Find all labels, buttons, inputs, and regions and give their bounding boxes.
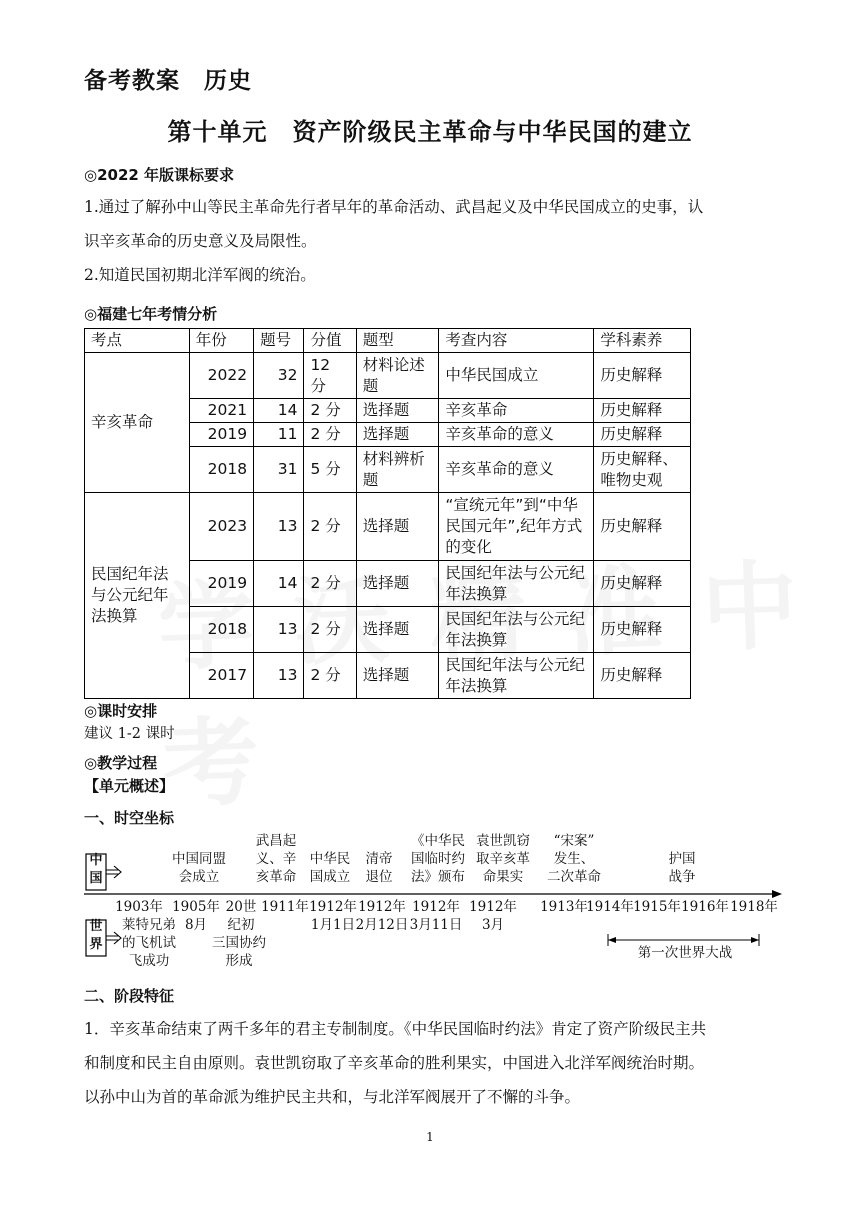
- timeline-year: 1912年 2月12日: [355, 899, 409, 933]
- china-event: 中华民 国成立: [309, 851, 351, 885]
- topic-cell: 辛亥革命: [85, 353, 190, 493]
- doc-header: 备考教案 历史: [84, 68, 252, 94]
- table-cell: 2 分: [304, 399, 356, 423]
- ww1-label: 第一次世界大战: [637, 945, 733, 961]
- page-number: 1: [426, 1130, 434, 1144]
- table-cell: 2 分: [304, 653, 356, 699]
- standards-item-1-line-2: 识辛亥革命的历史意义及局限性。: [84, 232, 317, 250]
- timeline-year: 1912年 3月11日: [409, 899, 463, 933]
- table-cell: 2019: [189, 561, 253, 607]
- table-cell: 11: [254, 423, 304, 447]
- table-cell: 中华民国成立: [439, 353, 594, 399]
- table-cell: “宣统元年”到“中华民国元年”,纪年方式的变化: [439, 493, 594, 561]
- china-event: 袁世凯窃 取辛亥革 命果实: [476, 833, 530, 885]
- table-cell: 2018: [189, 447, 253, 493]
- table-cell: 历史解释、唯物史观: [594, 447, 691, 493]
- table-cell: 2019: [189, 423, 253, 447]
- table-cell: 32: [254, 353, 304, 399]
- table-header-row: [85, 329, 691, 353]
- table-cell: 辛亥革命的意义: [439, 447, 594, 493]
- table-cell: 14: [254, 561, 304, 607]
- table-header-cell: 分值: [304, 329, 356, 353]
- table-cell: 2 分: [304, 607, 356, 653]
- table-cell: 选择题: [356, 399, 439, 423]
- timeline-year: 1918年: [730, 899, 778, 915]
- exam-analysis-table: [84, 328, 691, 699]
- table-cell: 民国纪年法与公元纪年法换算: [439, 607, 594, 653]
- table-cell: 历史解释: [594, 561, 691, 607]
- china-event: “宋案” 发生、 二次革命: [547, 833, 601, 885]
- page-title: 第十单元 资产阶级民主革命与中华民国的建立: [167, 118, 693, 146]
- table-cell: 2018: [189, 607, 253, 653]
- table-cell: 2017: [189, 653, 253, 699]
- china-event: 《中华民 国临时约 法》颁布: [411, 833, 465, 885]
- table-cell: 12 分: [304, 353, 356, 399]
- timeline: [84, 832, 784, 980]
- table-cell: 历史解释: [594, 353, 691, 399]
- world-label: 世 界: [89, 919, 103, 952]
- world-event: 莱特兄弟 的飞机试 飞成功: [122, 917, 176, 969]
- table-cell: 14: [254, 399, 304, 423]
- table-cell: 2023: [189, 493, 253, 561]
- timeline-year: 1903年: [115, 899, 163, 915]
- analysis-heading: ◎福建七年考情分析: [84, 305, 218, 323]
- table-cell: 历史解释: [594, 653, 691, 699]
- stage-features: [84, 1012, 784, 1114]
- table-header-cell: 学科素养: [594, 329, 691, 353]
- timeline-year: 1913年: [540, 899, 588, 915]
- standards-item-1-line-1: 1.通过了解孙中山等民主革命先行者早年的革命活动、武昌起义及中华民国成立的史事，认: [84, 198, 704, 216]
- table-cell: 材料论述题: [356, 353, 439, 399]
- table-cell: 选择题: [356, 493, 439, 561]
- timeline-year: 1905年 8月: [172, 899, 220, 933]
- table-cell: 13: [254, 653, 304, 699]
- table-cell: 民国纪年法与公元纪年法换算: [439, 653, 594, 699]
- section-1-heading: 一、时空坐标: [84, 809, 175, 827]
- china-event: 中国同盟 会成立: [172, 851, 226, 885]
- table-cell: 2022: [189, 353, 253, 399]
- table-cell: 13: [254, 493, 304, 561]
- table-cell: 2 分: [304, 493, 356, 561]
- unit-overview-heading: 【单元概述】: [84, 777, 175, 795]
- table-cell: 民国纪年法与公元纪年法换算: [439, 561, 594, 607]
- table-cell: 2 分: [304, 561, 356, 607]
- world-event: 三国协约 形成: [212, 935, 266, 969]
- standards-heading: ◎2022 年版课标要求: [84, 166, 235, 184]
- timeline-year: 1916年: [681, 899, 729, 915]
- stage-features-line-2: 和制度和民主自由原则。袁世凯窃取了辛亥革命的胜利果实，中国进入北洋军阀统治时期。: [84, 1054, 705, 1072]
- process-heading: ◎教学过程: [84, 754, 158, 772]
- table-row: [85, 493, 691, 561]
- china-event: 护国 战争: [668, 851, 696, 885]
- timeline-year: 1911年: [261, 899, 309, 915]
- table-cell: 选择题: [356, 561, 439, 607]
- table-header-cell: 考查内容: [439, 329, 594, 353]
- table-cell: 2 分: [304, 423, 356, 447]
- section-2-heading: 二、阶段特征: [84, 987, 175, 1005]
- table-cell: 历史解释: [594, 607, 691, 653]
- table-cell: 31: [254, 447, 304, 493]
- axis-arrow-icon: [772, 890, 782, 898]
- table-header-cell: 考点: [85, 329, 190, 353]
- table-header-cell: 年份: [189, 329, 253, 353]
- table-cell: 辛亥革命: [439, 399, 594, 423]
- table-cell: 材料辨析题: [356, 447, 439, 493]
- standards-item-1: [84, 190, 784, 292]
- china-event: 清帝 退位: [365, 851, 393, 885]
- table-row: [85, 353, 691, 399]
- china-arrow-icon: [106, 866, 121, 878]
- timeline-year: 1912年 3月: [469, 899, 517, 933]
- table-cell: 历史解释: [594, 493, 691, 561]
- table-header-cell: 题号: [254, 329, 304, 353]
- china-label: 中 国: [89, 853, 103, 886]
- table-cell: 历史解释: [594, 399, 691, 423]
- table-cell: 历史解释: [594, 423, 691, 447]
- table-cell: 辛亥革命的意义: [439, 423, 594, 447]
- stage-features-line-3: 以孙中山为首的革命派为维护民主共和，与北洋军阀展开了不懈的斗争。: [84, 1088, 581, 1106]
- table-cell: 选择题: [356, 653, 439, 699]
- table-header-cell: 题型: [356, 329, 439, 353]
- standards-item-2: 2.知道民国初期北洋军阀的统治。: [84, 266, 316, 284]
- schedule-text: 建议 1-2 课时: [84, 726, 175, 742]
- schedule-heading: ◎课时安排: [84, 702, 158, 720]
- timeline-year: 20世 纪初: [225, 899, 257, 933]
- table-cell: 5 分: [304, 447, 356, 493]
- table-cell: 2021: [189, 399, 253, 423]
- table-cell: 13: [254, 607, 304, 653]
- timeline-year: 1914年: [586, 899, 634, 915]
- china-event: 武昌起 义、辛 亥革命: [255, 833, 297, 885]
- timeline-year: 1915年: [633, 899, 681, 915]
- stage-features-line-1: 1．辛亥革命结束了两千多年的君主专制制度。《中华民国临时约法》肯定了资产阶级民主共: [84, 1020, 707, 1038]
- table-cell: 选择题: [356, 607, 439, 653]
- table-cell: 选择题: [356, 423, 439, 447]
- timeline-year: 1912年 1月1日: [309, 899, 357, 933]
- topic-cell: 民国纪年法与公元纪年法换算: [85, 493, 190, 699]
